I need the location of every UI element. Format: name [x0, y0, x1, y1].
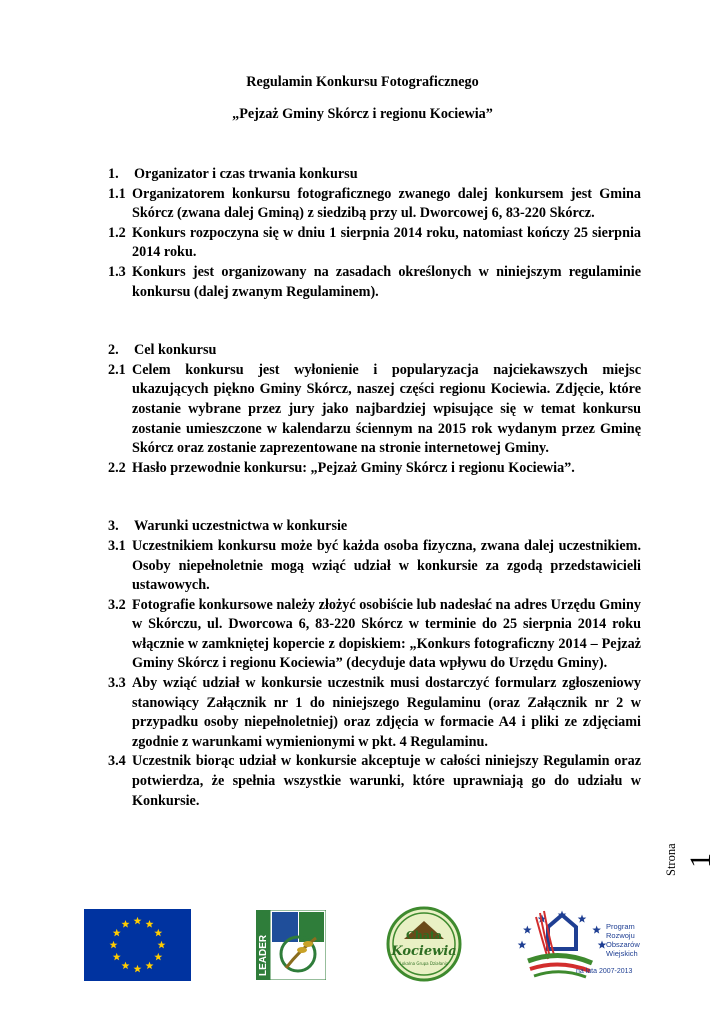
eu-flag-logo [84, 909, 191, 981]
prow-star-icon [523, 926, 532, 934]
section-heading [108, 341, 641, 361]
item-number: 2.2 [108, 459, 126, 476]
section-heading-text: Warunki uczestnictwa w konkursie [134, 518, 348, 535]
section-heading [108, 165, 641, 185]
item-text: Konkurs rozpoczyna się w dniu 1 sierpnia 2014 roku, natomiast kończy 25 sierpnia 2014 roku. [132, 224, 641, 261]
chata-kociewia-logo [386, 905, 462, 983]
prow-years: na lata 2007-2013 [576, 968, 633, 975]
section-heading-text: Organizator i czas trwania konkursu [134, 166, 358, 182]
section-heading-text: Cel konkursu [134, 342, 217, 359]
page-number: 1 [684, 853, 717, 868]
item-text: Uczestnikiem konkursu może być każda osoba fizyczna, zwana dalej uczestnikiem. Osoby niepełnoletnie mogą wziąć udział w konkursie za zgodą przedstawicieli ustawowych. [132, 537, 641, 594]
prow-logo [510, 905, 650, 985]
prow-line-4: Wiejskich [606, 949, 638, 958]
prow-line-1: Program [606, 922, 635, 931]
regulation-body [108, 165, 641, 811]
prow-line-3: Obszarów [606, 940, 640, 949]
section-number: 2. [108, 342, 119, 359]
page-label: Strona [664, 843, 678, 876]
regulation-item [108, 674, 641, 752]
chata-logo-top-text: Chata [405, 929, 443, 942]
leader-logo [256, 910, 326, 980]
prow-star-icon [578, 915, 587, 923]
item-number: 3.1 [108, 537, 126, 554]
item-text: Hasło przewodnie konkursu: „Pejzaż Gminy Skórcz i regionu Kociewia”. [132, 459, 575, 476]
regulation-item [108, 361, 641, 459]
item-number: 1.2 [108, 224, 126, 241]
regulation-item [108, 263, 641, 302]
item-text: Konkurs jest organizowany na zasadach określonych w niniejszym regulaminie konkursu (dalej zwanym Regulaminem). [132, 263, 641, 300]
item-text: Organizatorem konkursu fotograficznego zwanego dalej konkursem jest Gmina Skórcz (zwana dalej Gminą) z siedzibą przy ul. Dworcowej 6, 83-220 Skórcz. [132, 185, 641, 222]
funding-logos [0, 905, 725, 990]
prow-star-icon [598, 941, 607, 949]
prow-line-2: Rozwoju [606, 931, 635, 940]
item-text: Celem konkursu jest wyłonienie i popularyzacja najciekawszych miejsc ukazujących piękno Gminy Skórcz, naszej części regionu Kociewia. Zdjęcie, które zostanie wybrane przez jury jako najbardziej wpisujące się w temat konkursu zostanie umieszczone w kalendarzu ściennym na 2015 rok wydanym przez Gminę Skórcz oraz zostanie zaprezentowane na stronie internetowej Gminy. [132, 361, 641, 457]
section-heading [108, 517, 641, 537]
item-text: Aby wziąć udział w konkursie uczestnik musi dostarczyć formularz zgłoszeniowy stanowiący Załącznik nr 1 do niniejszego Regulaminu (oraz Załącznik nr 2 w przypadku osoby niepełnoletniej) oraz zdjęcia w formacie A4 i pliki ze zdjęciami zgodnie z warunkami wymienionymi w pkt. 4 Regulaminu. [132, 675, 641, 750]
item-text: Uczestnik biorąc udział w konkursie akceptuje w całości niniejszy Regulamin oraz potwierdza, że spełnia wszystkie warunki, które uprawniają go do udziału w Konkursie. [132, 753, 641, 809]
regulation-item [108, 459, 641, 479]
page-indicator [664, 830, 717, 906]
section-number: 3. [108, 518, 119, 535]
leader-logo-text: LEADER [258, 934, 269, 976]
prow-star-icon [518, 941, 527, 949]
item-number: 3.3 [108, 675, 126, 692]
section-number: 1. [108, 166, 119, 182]
document-title: Regulamin Konkursu Fotograficznego [246, 74, 479, 90]
prow-star-icon [592, 926, 601, 934]
item-number: 1.3 [108, 263, 126, 280]
item-number: 1.1 [108, 185, 126, 202]
item-text: Fotografie konkursowe należy złożyć osobiście lub nadesłać na adres Urzędu Gminy w Skórczu, ul. Dworcowa 6, 83-220 Skórcz w terminie do 25 sierpnia 2014 roku włącznie w zamkniętej kopercie z dopiskiem: „Konkurs fotograficzny 2014 – Pejzaż Gminy Skórcz i regionu Kociewia” (decyduje data wpływu do Urzędu Gminy). [132, 596, 641, 672]
regulation-item [108, 185, 641, 224]
item-number: 2.1 [108, 361, 126, 378]
regulation-item [108, 224, 641, 263]
regulation-item [108, 537, 641, 596]
chata-logo-main-text: Kociewia [391, 944, 457, 959]
document-subtitle: „Pejzaż Gminy Skórcz i regionu Kociewia” [232, 106, 493, 122]
chata-logo-sub-text: Lokalna Grupa Działania [399, 961, 449, 966]
regulation-item [108, 596, 641, 674]
regulation-item [108, 752, 641, 811]
item-number: 3.2 [108, 596, 126, 613]
item-number: 3.4 [108, 753, 126, 770]
